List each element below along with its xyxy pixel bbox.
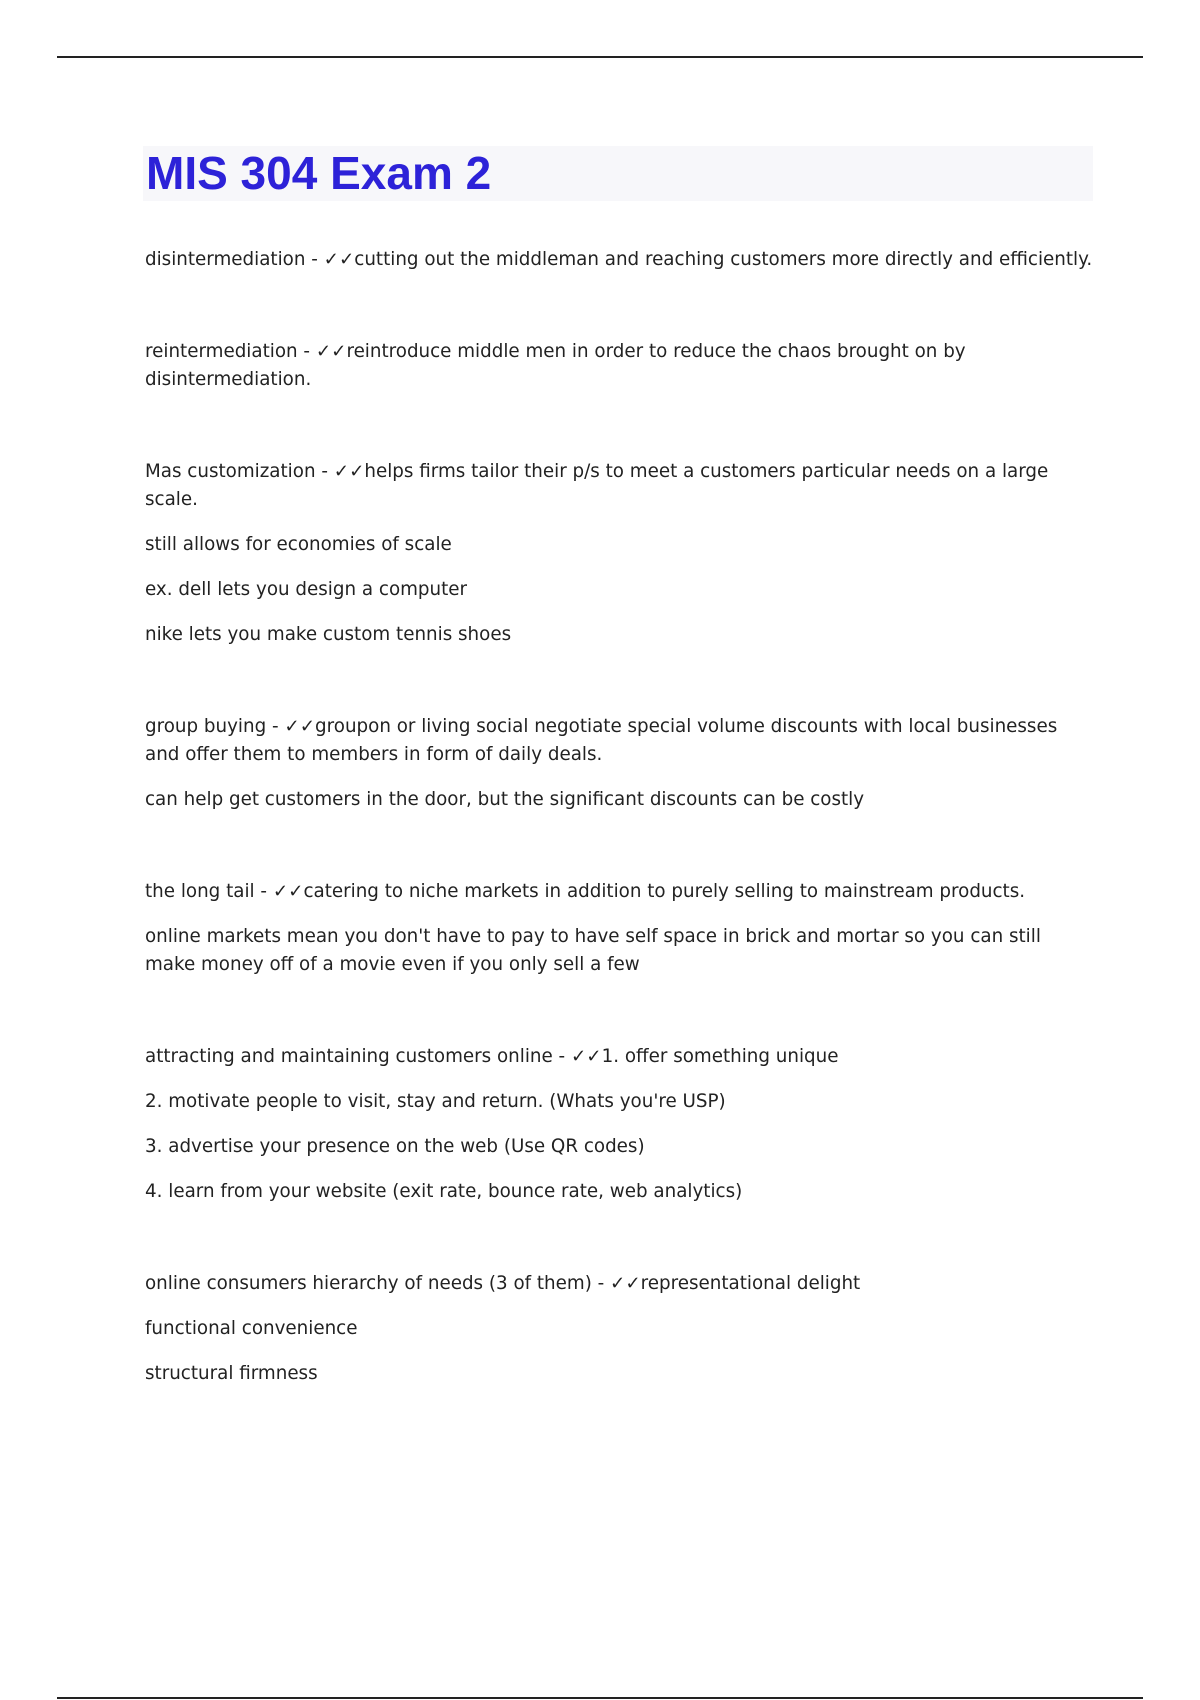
entry-long-tail xyxy=(145,878,1095,979)
detail-line: 2. motivate people to visit, stay and return. (Whats you're USP) xyxy=(145,1091,726,1112)
term-definition: reintermediation - ✓✓reintroduce middle men in order to reduce the chaos brought on by disintermediation. xyxy=(145,341,966,390)
entry-mass-customization xyxy=(145,458,1095,649)
term-definition: attracting and maintaining customers online - ✓✓1. offer something unique xyxy=(145,1046,839,1067)
term-definition: Mas customization - ✓✓helps firms tailor their p/s to meet a customers particular needs on a large scale. xyxy=(145,461,1049,510)
detail-line: can help get customers in the door, but the significant discounts can be costly xyxy=(145,789,865,810)
document-body xyxy=(145,246,1095,1388)
detail-line: functional convenience xyxy=(145,1318,358,1339)
detail-line: 3. advertise your presence on the web (Use QR codes) xyxy=(145,1136,645,1157)
term-definition: group buying - ✓✓groupon or living social negotiate special volume discounts with local businesses and offer them to members in form of daily deals. xyxy=(145,716,1058,765)
term-definition: online consumers hierarchy of needs (3 of them) - ✓✓representational delight xyxy=(145,1273,861,1294)
detail-line: structural firmness xyxy=(145,1363,318,1384)
entry-disintermediation xyxy=(145,246,1095,274)
detail-line: ex. dell lets you design a computer xyxy=(145,579,468,600)
detail-line: nike lets you make custom tennis shoes xyxy=(145,624,512,645)
entry-reintermediation xyxy=(145,338,1095,394)
entry-hierarchy-of-needs xyxy=(145,1270,1095,1388)
entry-group-buying xyxy=(145,713,1095,814)
detail-line: still allows for economies of scale xyxy=(145,534,452,555)
term-definition: the long tail - ✓✓catering to niche markets in addition to purely selling to mainstream products. xyxy=(145,881,1026,902)
bottom-rule xyxy=(57,1697,1143,1699)
top-rule xyxy=(57,56,1143,58)
entry-attracting-customers xyxy=(145,1043,1095,1206)
term-definition: disintermediation - ✓✓cutting out the middleman and reaching customers more directly and efficiently. xyxy=(145,249,1093,270)
detail-line: 4. learn from your website (exit rate, bounce rate, web analytics) xyxy=(145,1181,743,1202)
document-title: MIS 304 Exam 2 xyxy=(146,147,492,199)
detail-line: online markets mean you don't have to pay to have self space in brick and mortar so you can still make money off of a movie even if you only sell a few xyxy=(145,926,1041,975)
